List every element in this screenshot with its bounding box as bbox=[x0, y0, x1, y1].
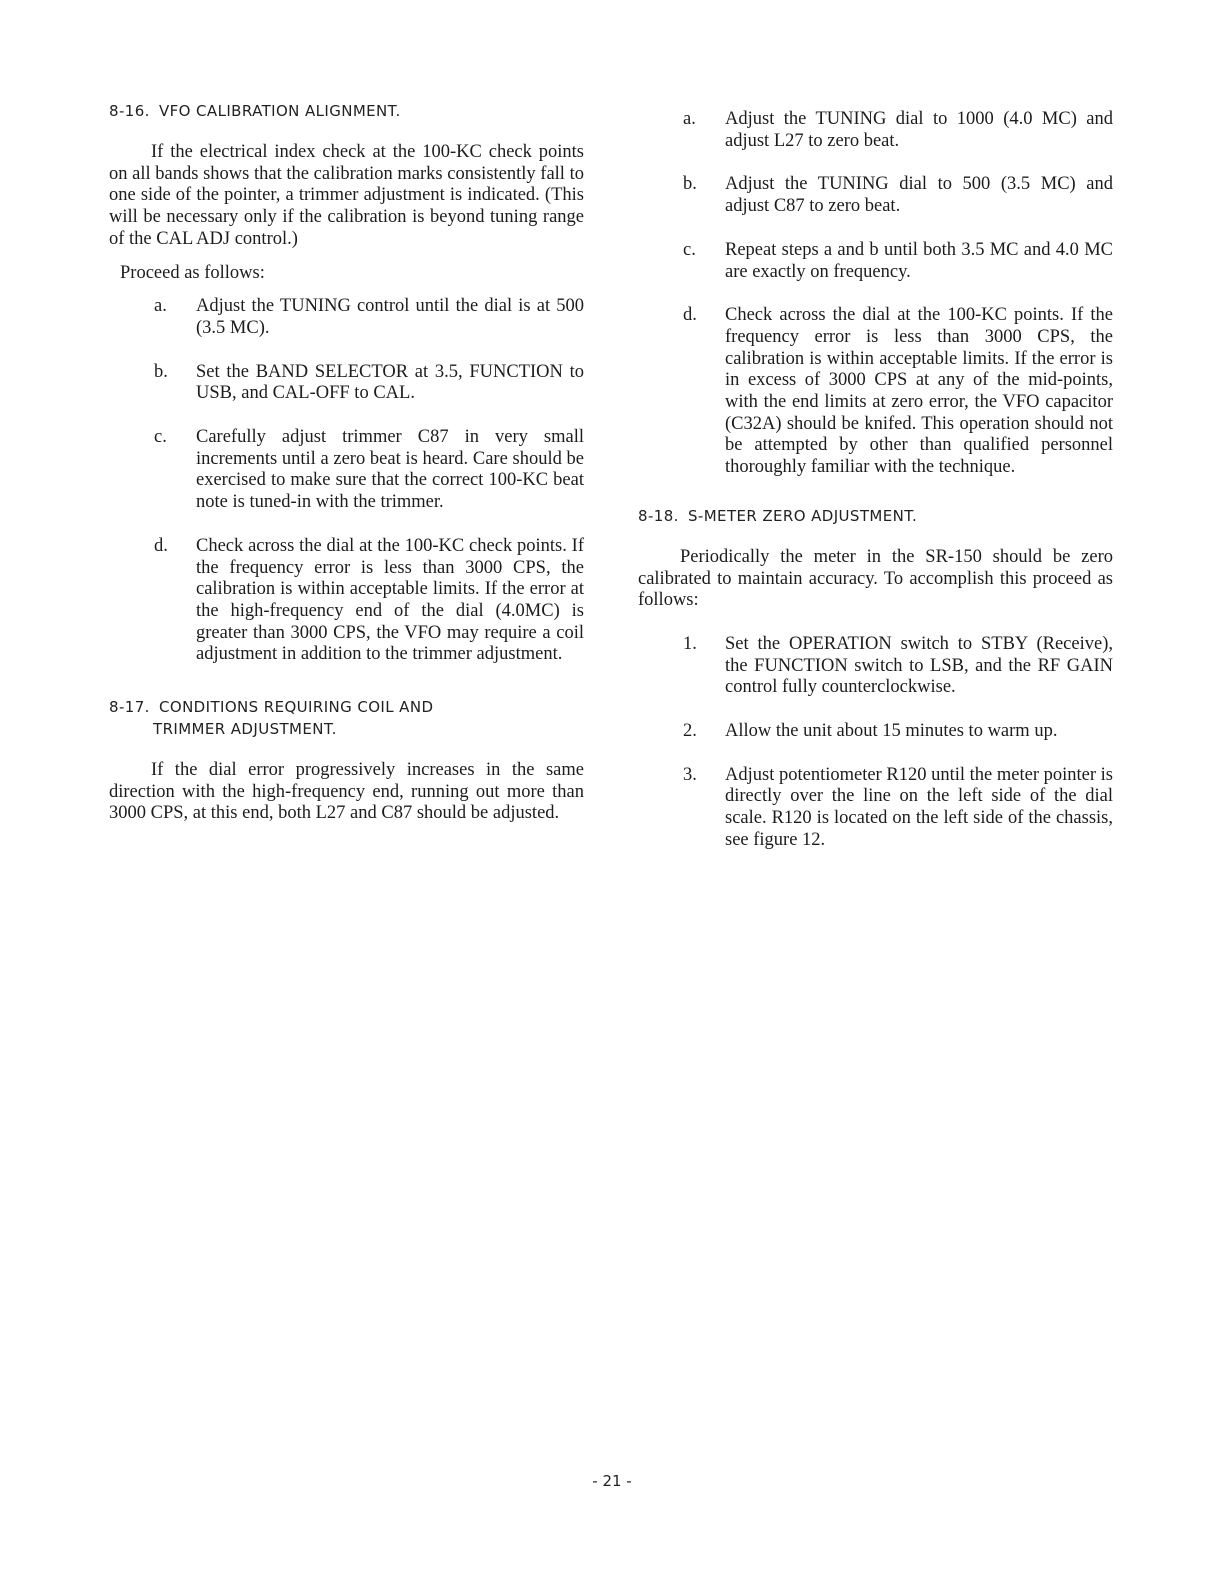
list-item bbox=[638, 634, 1113, 699]
step-text: Set the OPERATION switch to STBY (Receive), the FUNCTION switch to LSB, and the RF GAIN control fully counterclockwise. bbox=[725, 633, 1113, 698]
step-marker: 2. bbox=[683, 721, 697, 742]
left-column bbox=[109, 100, 584, 825]
proceed-label: Proceed as follows: bbox=[120, 262, 265, 283]
step-text: Adjust the TUNING dial to 1000 (4.0 MC) and adjust L27 to zero beat. bbox=[725, 109, 1113, 151]
list-item bbox=[109, 296, 584, 339]
step-text: Repeat steps a and b until both 3.5 MC and 4.0 MC are exactly on frequency. bbox=[725, 239, 1113, 282]
section-8-16-heading bbox=[109, 100, 584, 122]
section-title-line-1: CONDITIONS REQUIRING COIL AND bbox=[158, 698, 434, 717]
step-text: Adjust potentiometer R120 until the meter pointer is directly over the line on the left side of the dial scale. R120 is located on the left side of the chassis, see figure 12. bbox=[725, 764, 1113, 850]
step-text: Set the BAND SELECTOR at 3.5, FUNCTION to USB, and CAL-OFF to CAL. bbox=[196, 361, 584, 404]
step-text: Check across the dial at the 100-KC points. If the frequency error is less than 3000 CPS, the calibration is within acceptable limits. If the error is in excess of 3000 CPS at any of the mid-points, with the end limits at zero error, the VFO capacitor (C32A) should be knifed. This operation should not be attempted by other than qualified personnel thoroughly familiar with the technique. bbox=[725, 305, 1113, 478]
section-8-18-body: Periodically the meter in the SR-150 should be zero calibrated to maintain accuracy. To accomplish this proceed as follows: bbox=[638, 546, 1113, 611]
step-text: Check across the dial at the 100-KC check points. If the frequency error is less than 3000 CPS, the calibration is within acceptable limits. If the error at the high-frequency end of the dial (4.0MC) is greater than 3000 CPS, the VFO may require a coil adjustment in addition to the trimmer adjustment. bbox=[196, 535, 584, 665]
coil-adjustment-steps bbox=[638, 109, 1113, 479]
step-text: Allow the unit about 15 minutes to warm up. bbox=[725, 721, 1058, 742]
section-8-16-steps bbox=[109, 296, 584, 666]
step-marker: c. bbox=[683, 239, 696, 260]
section-number: 8-16. bbox=[109, 102, 150, 120]
step-marker: d. bbox=[154, 535, 168, 556]
section-8-18-heading bbox=[638, 505, 1113, 527]
list-item bbox=[638, 174, 1113, 217]
list-item bbox=[109, 362, 584, 405]
step-marker: a. bbox=[154, 296, 167, 317]
step-text: Adjust the TUNING dial to 500 (3.5 MC) and adjust C87 to zero beat. bbox=[725, 174, 1113, 217]
step-marker: 3. bbox=[683, 764, 697, 785]
list-item bbox=[638, 109, 1113, 152]
list-item bbox=[638, 721, 1113, 743]
section-number: 8-17. bbox=[109, 698, 150, 717]
section-title: S-METER ZERO ADJUSTMENT. bbox=[687, 506, 918, 525]
section-8-16-intro: If the electrical index check at the 100-KC check points on all bands shows that the calibration marks consistently fall to one side of the pointer, a trimmer adjustment is indicated. (This will be necessary only if the calibration is beyond tuning range of the CAL ADJ control.) bbox=[109, 142, 584, 249]
step-text: Adjust the TUNING control until the dial is at 500 (3.5 MC). bbox=[196, 296, 584, 338]
section-number: 8-18. bbox=[638, 506, 679, 525]
step-marker: a. bbox=[683, 109, 696, 129]
list-item bbox=[109, 536, 584, 666]
section-8-17-heading bbox=[109, 696, 584, 740]
section-title-line-2: TRIMMER ADJUSTMENT. bbox=[153, 720, 337, 739]
right-column bbox=[638, 109, 1113, 874]
list-item bbox=[638, 305, 1113, 479]
step-marker: b. bbox=[154, 361, 168, 382]
step-marker: b. bbox=[683, 174, 697, 195]
step-text: Carefully adjust trimmer C87 in very small increments until a zero beat is heard. Care should be exercised to make sure that the correct 100-KC beat note is tuned-in with the trimmer. bbox=[196, 427, 584, 513]
step-marker: 1. bbox=[683, 633, 697, 654]
list-item bbox=[638, 765, 1113, 852]
step-marker: d. bbox=[683, 305, 697, 326]
list-item bbox=[638, 240, 1113, 283]
step-marker: c. bbox=[154, 427, 167, 448]
section-8-17-body: If the dial error progressively increases in the same direction with the high-frequency end, running out more than 3000 CPS, at this end, both L27 and C87 should be adjusted. bbox=[109, 760, 584, 824]
page-number: - 21 - bbox=[592, 1472, 632, 1490]
list-item bbox=[109, 427, 584, 514]
s-meter-steps bbox=[638, 634, 1113, 852]
section-title: VFO CALIBRATION ALIGNMENT. bbox=[158, 102, 401, 120]
